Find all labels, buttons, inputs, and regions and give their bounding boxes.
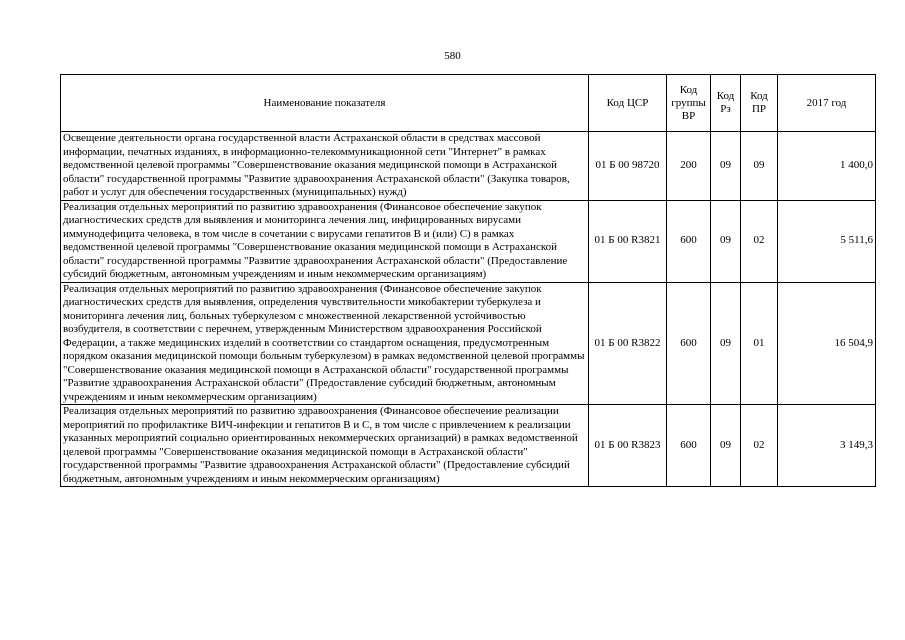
- row-rz: 09: [711, 200, 741, 282]
- header-pr: Код ПР: [741, 75, 778, 132]
- row-name: Реализация отдельных мероприятий по развитию здравоохранения (Финансовое обеспечение закупок диагностических средств для выявления и мониторинга лечения лиц, инфицированных вирусами иммунодефицита человека, в том числе в сочетании с вирусами гепатитов В и (или) С) в рамках ведомственной целевой программы "Совершенствование оказания медицинской помощи в Астраханской области" государственной программы "Развитие здравоохранения Астраханской области" (Предоставление субсидий бюджетным, автономным учреждениям и иным некоммерческим организациям): [61, 200, 589, 282]
- row-name: Реализация отдельных мероприятий по развитию здравоохранения (Финансовое обеспечение реализации мероприятий по профилактике ВИЧ-инфекции и гепатитов В и С, в том числе с привлечением к реализации указанных мероприятий социально ориентированных некоммерческих организаций) в рамках ведомственной целевой программы "Совершенствование оказания медицинской помощи в Астраханской области" государственной программы "Развитие здравоохранения Астраханской области" (Предоставление субсидий бюджетным, автономным учреждениям и иным некоммерческим организациям): [61, 405, 589, 487]
- budget-table: [60, 74, 876, 487]
- header-year: 2017 год: [778, 75, 876, 132]
- row-csr: 01 Б 00 R3823: [589, 405, 667, 487]
- row-csr: 01 Б 00 R3821: [589, 200, 667, 282]
- row-pr: 02: [741, 200, 778, 282]
- row-rz: 09: [711, 405, 741, 487]
- header-rz: Код Рз: [711, 75, 741, 132]
- table-row: [61, 282, 876, 405]
- row-pr: 01: [741, 282, 778, 405]
- table-header-row: [61, 75, 876, 132]
- row-pr: 02: [741, 405, 778, 487]
- header-name: Наименование показателя: [61, 75, 589, 132]
- row-amount: 16 504,9: [778, 282, 876, 405]
- row-vr: 600: [667, 405, 711, 487]
- row-name: Освещение деятельности органа государственной власти Астраханской области в средствах массовой информации, печатных изданиях, в информационно-телекоммуникационной сети "Интернет" в рамках ведомственной целевой программы "Совершенствование оказания медицинской помощи в Астраханской области" государственной программы "Развитие здравоохранения Астраханской области" (Закупка товаров, работ и услуг для обеспечения государственных (муниципальных) нужд): [61, 132, 589, 201]
- header-csr: Код ЦСР: [589, 75, 667, 132]
- row-vr: 200: [667, 132, 711, 201]
- table-row: [61, 405, 876, 487]
- row-name: Реализация отдельных мероприятий по развитию здравоохранения (Финансовое обеспечение закупок диагностических средств для выявления, определения чувствительности микобактерии туберкулеза и мониторинга лечения лиц, больных туберкулезом с множественной лекарственной устойчивостью возбудителя, в соответствии с перечнем, утвержденным Министерством здравоохранения Российской Федерации, а также медицинских изделий в соответствии со стандартом оснащения, предусмотренным порядком оказания медицинской помощи больным туберкулезом) в рамках ведомственной целевой программы "Совершенствование оказания медицинской помощи в Астраханской области" государственной программы "Развитие здравоохранения Астраханской области" (Предоставление субсидий бюджетным, автономным учреждениям и иным некоммерческим организациям): [61, 282, 589, 405]
- row-amount: 1 400,0: [778, 132, 876, 201]
- row-pr: 09: [741, 132, 778, 201]
- row-rz: 09: [711, 282, 741, 405]
- table-row: [61, 200, 876, 282]
- row-vr: 600: [667, 282, 711, 405]
- row-amount: 5 511,6: [778, 200, 876, 282]
- row-amount: 3 149,3: [778, 405, 876, 487]
- row-csr: 01 Б 00 98720: [589, 132, 667, 201]
- table-row: [61, 132, 876, 201]
- header-vr: Код группы ВР: [667, 75, 711, 132]
- page-number: 580: [444, 50, 461, 62]
- row-rz: 09: [711, 132, 741, 201]
- row-csr: 01 Б 00 R3822: [589, 282, 667, 405]
- row-vr: 600: [667, 200, 711, 282]
